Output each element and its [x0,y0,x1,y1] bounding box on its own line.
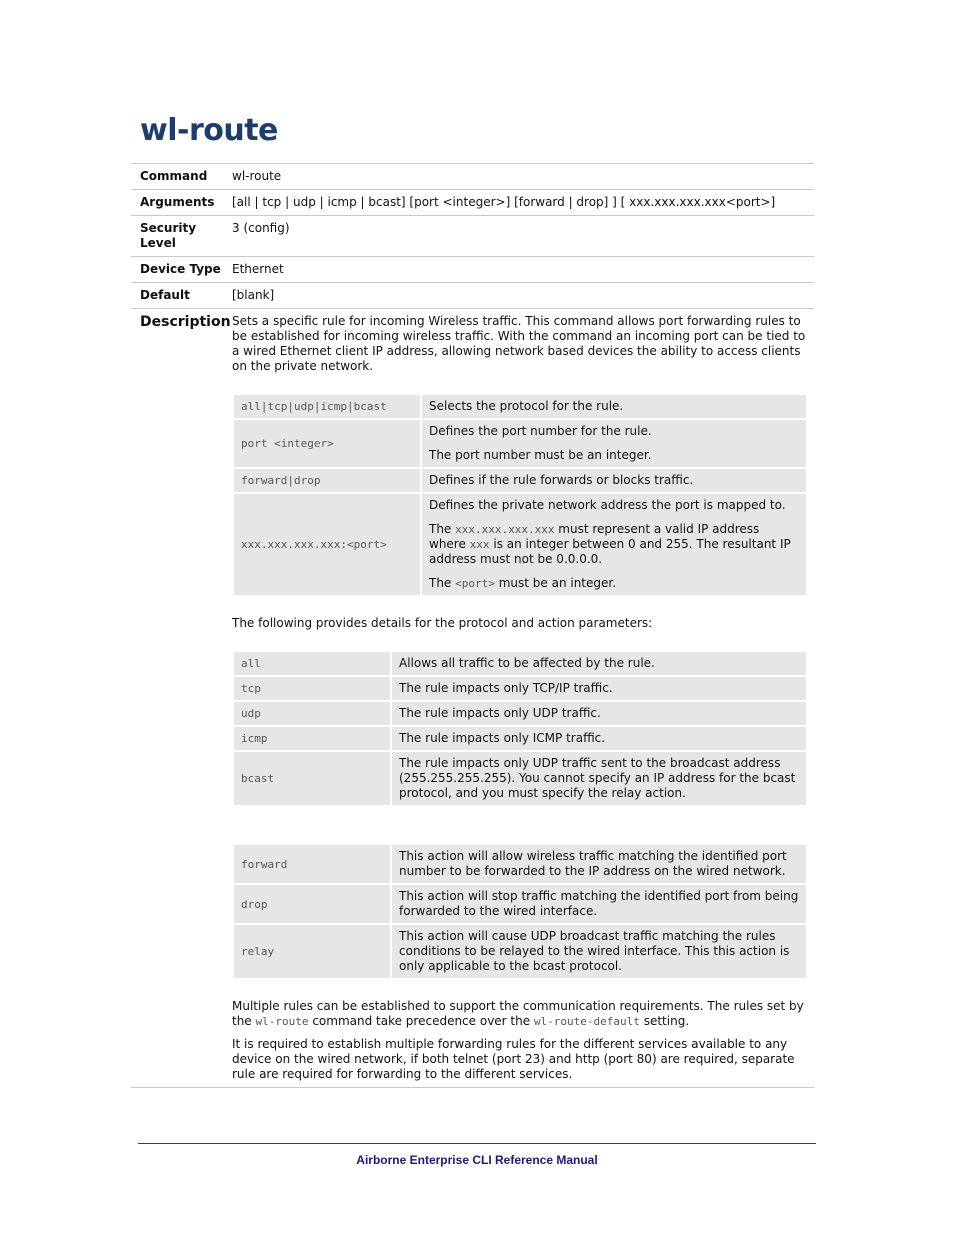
default-label: Default [131,283,232,309]
protocol-intro: The following provides details for the protocol and action parameters: [232,616,653,630]
arguments-label: Arguments [131,190,232,216]
protocol-row [234,702,806,725]
row-default [131,283,814,309]
action-desc: This action will stop traffic matching the identified port from being forwarded to the wired interface. [392,885,806,923]
parameter-desc-line: Defines the port number for the rule. [429,424,652,438]
parameter-desc-line: Defines if the rule forwards or blocks traffic. [429,473,694,487]
device-type-label: Device Type [131,257,232,283]
protocol-desc: The rule impacts only ICMP traffic. [392,727,806,750]
row-command [131,164,814,190]
protocol-desc: The rule impacts only UDP traffic. [392,702,806,725]
protocol-desc: The rule impacts only TCP/IP traffic. [392,677,806,700]
action-key: forward [234,845,390,883]
parameter-desc [422,494,806,595]
text-run: must represent a valid IP address where [429,522,760,551]
parameter-desc-line: Defines the private network address the port is mapped to. [429,498,786,512]
text-run: The [429,522,456,536]
command-value: wl-route [232,164,814,190]
code-run: <port> [455,577,495,590]
action-row [234,925,806,978]
code-run: wl-route [255,1015,309,1028]
protocol-key: bcast [234,752,390,805]
parameter-desc [422,420,806,467]
row-device-type [131,257,814,283]
closing-paragraph: It is required to establish multiple forwarding rules for the different services available to any device on the wired network, if both telnet (port 23) and http (port 80) are required, separate rule are required for forwarding to the different services. [232,1037,795,1081]
command-label: Command [131,164,232,190]
parameter-row [234,420,806,467]
parameter-desc-line [429,576,799,591]
action-key: drop [234,885,390,923]
parameter-table [232,393,808,597]
row-description [131,309,814,1088]
protocol-table [232,650,808,807]
description-body [232,309,814,1088]
text-run: is an integer between 0 and 255. The resultant IP address must not be 0.0.0.0. [429,537,791,566]
parameter-desc-line: The port number must be an integer. [429,448,652,462]
text-run: command take precedence over the [308,1014,534,1028]
text-run: setting. [639,1014,690,1028]
description-label: Description [131,309,232,1088]
protocol-row [234,752,806,805]
parameter-row [234,395,806,418]
arguments-value: [all | tcp | udp | icmp | bcast] [port <integer>] [forward | drop] ] [ xxx.xxx.xxx.xxx<port>] [232,190,814,216]
command-reference-table [131,163,814,1088]
parameter-key: all|tcp|udp|icmp|bcast [234,395,420,418]
device-type-value: Ethernet [232,257,814,283]
parameter-row [234,469,806,492]
parameter-row [234,494,806,595]
multiple-rules-paragraph [232,999,808,1029]
action-row [234,885,806,923]
action-key: relay [234,925,390,978]
security-level-value: 3 (config) [232,216,814,257]
page-title: wl-route [140,113,278,148]
row-arguments [131,190,814,216]
code-run: xxx [469,538,490,551]
spacer [232,807,808,843]
protocol-key: tcp [234,677,390,700]
action-desc: This action will cause UDP broadcast traffic matching the rules conditions to be relayed to the wired interface. This this action is only applicable to the bcast protocol. [392,925,806,978]
text-run: must be an integer. [494,576,617,590]
default-value: [blank] [232,283,814,309]
footer-title: Airborne Enterprise CLI Reference Manual [356,1153,598,1167]
row-security-level [131,216,814,257]
protocol-key: icmp [234,727,390,750]
parameter-key: port <integer> [234,420,420,467]
security-label-line2: Level [140,236,176,250]
action-desc: This action will allow wireless traffic matching the identified port number to be forwarded to the IP address on the wired network. [392,845,806,883]
action-table [232,843,808,980]
protocol-desc: Allows all traffic to be affected by the rule. [392,652,806,675]
protocol-row [234,677,806,700]
code-run: wl-route-default [533,1015,640,1028]
action-row [234,845,806,883]
footer-divider [138,1143,816,1144]
description-intro: Sets a specific rule for incoming Wireless traffic. This command allows port forwarding rules to be established for incoming wireless traffic. With the command an incoming port can be tied to a wired Ethernet client IP address, allowing network based devices the ability to access clients on the private network. [232,314,806,373]
security-label-line1: Security [140,221,197,235]
parameter-desc-line [429,522,799,567]
parameter-key: xxx.xxx.xxx.xxx:<port> [234,494,420,595]
security-level-label [131,216,232,257]
protocol-key: all [234,652,390,675]
text-run: The [429,576,456,590]
parameter-desc-line: Selects the protocol for the rule. [429,399,624,413]
parameter-key: forward|drop [234,469,420,492]
parameter-desc [422,469,806,492]
protocol-row [234,652,806,675]
parameter-desc [422,395,806,418]
protocol-desc: The rule impacts only UDP traffic sent to the broadcast address (255.255.255.255). You cannot specify an IP address for the bcast protocol, and you must specify the relay action. [392,752,806,805]
text-run: Multiple rules can be established to support the communication requirements. The rules set by the [232,999,804,1028]
protocol-key: udp [234,702,390,725]
protocol-row [234,727,806,750]
code-run: xxx.xxx.xxx.xxx [455,523,555,536]
